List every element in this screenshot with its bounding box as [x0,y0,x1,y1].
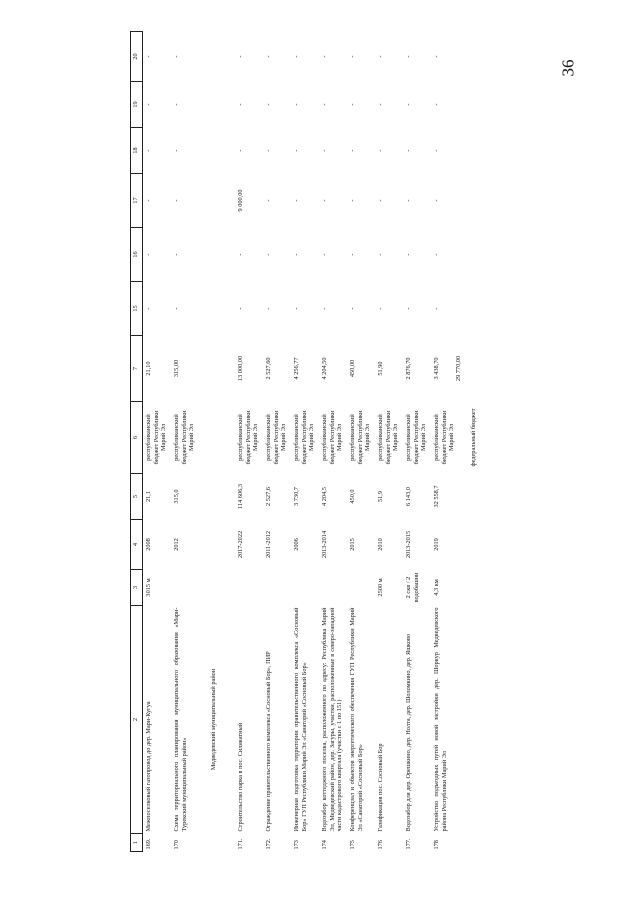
table-row [403,32,431,852]
value-cell: - [349,199,356,202]
cost-cell: 450,0 [349,489,356,504]
period-cell: 2010 [377,538,384,551]
period-cell: 2015 [349,538,356,551]
column-header: 3 [131,570,143,606]
value-cell: - [173,55,180,58]
period-cell: 2019 [433,538,440,551]
row-number: 170 [173,840,180,850]
capacity-cell: 4,3 км [433,579,440,596]
value-cell: - [433,199,440,202]
object-name-cell [171,606,235,834]
value-cell: - [377,199,384,202]
amount-cell: 4 256,77 [293,357,300,380]
investment-objects-table [130,31,505,852]
column-header: 5 [131,474,143,520]
value-cell: - [293,307,300,310]
value-cell: - [145,307,152,310]
object-name: Межпоселковый газопровод до дер. Мари-Кугуа [145,701,152,832]
cost-cell: 32 558,7 [433,485,440,508]
capacity-cell [291,570,319,606]
funding-source-cell: республиканский бюджет Республики Марий Эл [173,410,196,465]
table-row [319,32,347,852]
period-cell: 2013-2015 [405,530,412,559]
value-cell: - [321,253,328,256]
amount-cell [431,336,505,402]
row-number: 176 [377,840,384,850]
funding-source-federal: федеральный бюджет [469,408,477,467]
capacity-cell [319,570,347,606]
funding-source-cell: республиканский бюджет Республики Марий Эл [237,410,260,465]
capacity-cell: 3015 м [145,578,152,597]
value-cell: - [405,149,412,152]
cost-cell: 3 730,7 [293,487,300,506]
value-cell: - [349,307,356,310]
cost-cell: 6 143,0 [405,487,412,506]
column-header: 15 [131,282,143,336]
value-cell: - [433,253,440,256]
amount-cell: 51,90 [377,361,384,376]
capacity-cell: 2500 м [377,578,384,597]
value-cell: - [349,103,356,106]
value-cell: - [145,253,152,256]
table-row [143,32,172,852]
object-name: Конференцзал и объектов энергетического обеспечения ГУП Республики Марий Эл «Санаторий «Сосновый Бор» [349,607,364,832]
funding-source-cell: республиканский бюджет Республики Марий Эл [265,410,288,465]
page-number: 36 [558,59,578,77]
rotated-table-sheet [130,32,540,852]
amount-cell: 450,00 [349,359,356,378]
capacity-cell [347,570,375,606]
period-cell: 2011-2012 [265,530,272,559]
column-header: 19 [131,82,143,128]
value-cell: - [405,199,412,202]
column-number-header [131,32,143,852]
column-header: 4 [131,520,143,570]
period-cell: 2012 [173,538,180,551]
table-row [291,32,319,852]
capacity-cell [171,570,235,606]
period-cell: 2017-2022 [237,530,244,559]
capacity-cell [263,570,291,606]
value-cell: - [405,307,412,310]
value-cell: - [173,307,180,310]
column-header: 7 [131,336,143,402]
cost-cell: 21,1 [145,490,152,503]
funding-source-cell [431,402,505,474]
amount-cell: 2 876,70 [405,357,412,380]
row-number: 174 [321,840,328,850]
value-cell: - [433,103,440,106]
value-cell: - [349,55,356,58]
object-name: Водозабор для дер. Орешкино, дер. Нолта, дер. Шоломкино, дер. Яшково [405,633,412,832]
value-cell: - [265,55,272,58]
value-cell: - [405,103,412,106]
value-cell: - [293,199,300,202]
object-name: Инженерная подготовка территории правительственного комплекса «Сосновый Бор» ГУП Республики Марий Эл «Санаторий «Сосновый Бор» [293,607,308,832]
cost-cell: 114 606,3 [237,484,244,509]
value-cell: - [321,55,328,58]
value-cell: - [145,55,152,58]
object-name: Схема территориального планирования муниципального образования «Мари-Турекский муниципальный район» [173,607,188,832]
value-cell: - [237,149,244,152]
column-header: 18 [131,128,143,174]
value-cell: - [265,307,272,310]
funding-source-regional: республиканский бюджет Республики Марий Эл [433,410,456,465]
column-header: 16 [131,228,143,282]
amount-cell: 2 527,60 [265,357,272,380]
amount-cell: 13 000,00 [237,355,244,382]
value-cell: - [377,103,384,106]
row-number: 172. [265,838,272,850]
value-cell: - [349,253,356,256]
value-cell: - [265,253,272,256]
value-cell: - [173,103,180,106]
object-name: Устройство подъездных путей новой застройки дер. Шоркур Медведевского района Республики Марий Эл [433,607,448,832]
value-cell: - [173,253,180,256]
value-cell: - [265,103,272,106]
value-cell: - [237,253,244,256]
value-cell: - [349,149,356,152]
value-cell: - [293,103,300,106]
column-header: 2 [131,606,143,834]
value-cell: - [145,199,152,202]
row-number: 177. [405,838,412,850]
district-subheading: Медведевский муниципальный район [210,668,218,771]
value-cell: - [405,55,412,58]
value-cell: - [293,55,300,58]
funding-source-cell: республиканский бюджет Республики Марий Эл [377,410,400,465]
table-row [235,32,263,852]
value-cell: 9 000,00 [237,189,244,212]
value-cell: - [265,149,272,152]
value-cell: - [321,103,328,106]
capacity-cell [235,570,263,606]
value-cell: - [237,307,244,310]
value-cell: - [433,55,440,58]
cost-cell: 51,9 [377,490,384,503]
value-cell: - [293,253,300,256]
period-cell: 2006 [293,538,300,551]
funding-source-cell: республиканский бюджет Республики Марий Эл [405,410,428,465]
value-cell: - [145,149,152,152]
object-name: Водозабор коттеджного поселка, расположенного по адресу: Республика Марий Эл, Медведевский район, дер. Загуры, участки, расположенные в северо-западной части кадастрового квартала (участки с 1 по 151) [321,607,344,832]
table-row [375,32,403,852]
amount-federal: 29 770,00 [454,355,462,382]
value-cell: - [237,55,244,58]
value-cell: - [265,199,272,202]
amount-regional: 3 438,70 [433,357,440,380]
value-cell: - [293,149,300,152]
funding-source-cell: республиканский бюджет Республики Марий Эл [293,410,316,465]
funding-source-cell: республиканский бюджет Республики Марий Эл [349,410,372,465]
period-cell: 2008 [145,538,152,551]
row-number: 175 [349,840,356,850]
row-number: 171. [237,838,244,850]
cost-cell: 4 204,5 [321,487,328,506]
value-cell: - [321,149,328,152]
column-header: 1 [131,834,143,852]
period-cell: 2013-2014 [321,530,328,559]
capacity-cell: 2 скв / 2 водобашни [405,572,420,603]
value-cell: - [377,307,384,310]
cost-cell: 315,0 [173,489,180,504]
value-cell: - [405,253,412,256]
table-row [171,32,235,852]
value-cell: - [173,149,180,152]
object-name: Строительство парка в пос. Силикатный [237,722,244,832]
row-number: 178 [433,840,440,850]
amount-cell: 4 204,50 [321,357,328,380]
value-cell: - [321,199,328,202]
amount-cell: 21,10 [145,361,152,376]
value-cell: - [145,103,152,106]
column-header: 17 [131,174,143,228]
value-cell: - [377,55,384,58]
value-cell: - [433,149,440,152]
value-cell: - [237,103,244,106]
object-name: Газификация пос. Сосновый Бор [377,743,384,832]
table-row [347,32,375,852]
value-cell: - [377,149,384,152]
value-cell: - [173,199,180,202]
amount-cell: 315,00 [173,359,180,378]
funding-source-cell: республиканский бюджет Республики Марий Эл [321,410,344,465]
row-number: 169. [145,838,152,850]
table-row [431,32,505,852]
table-row [263,32,291,852]
row-number: 173 [293,840,300,850]
cost-cell: 2 527,6 [265,487,272,506]
funding-source-cell: республиканский бюджет Республики Марий Эл [145,410,168,465]
object-name: Ограждение правительственного комплекса «Сосновый Бор», ПИР [265,651,272,832]
column-header: 6 [131,402,143,474]
column-header: 20 [131,32,143,82]
value-cell: - [321,307,328,310]
value-cell: - [433,307,440,310]
value-cell: - [377,253,384,256]
